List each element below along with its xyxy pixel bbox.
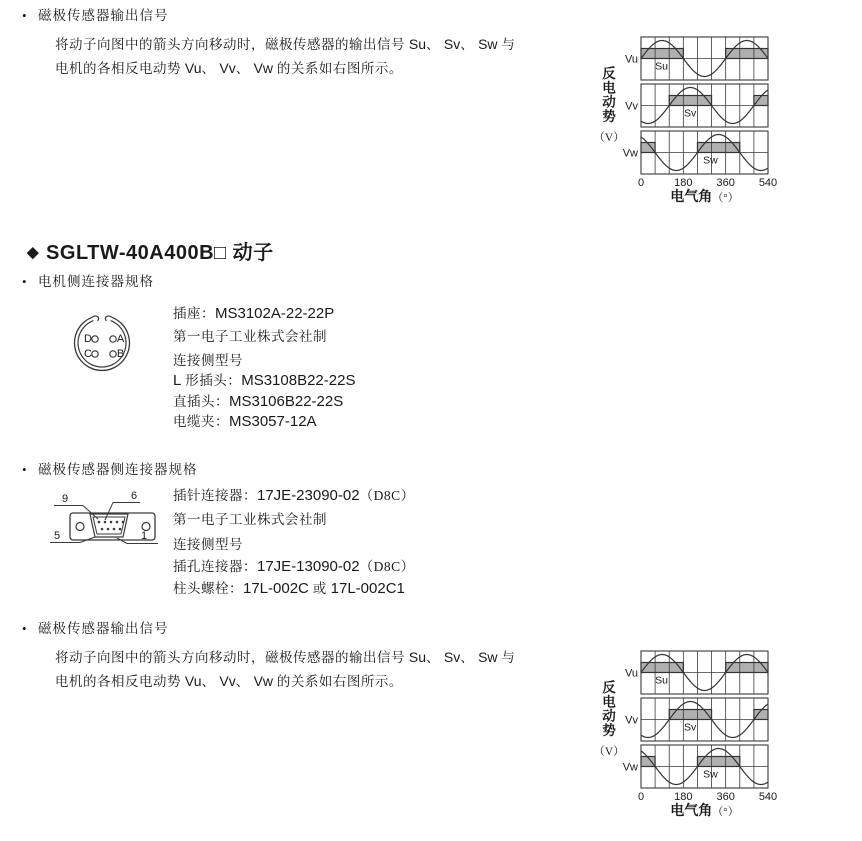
signal-bullet-line-bottom [22,617,169,638]
text-segment: Vw [253,672,274,689]
text-segment: 连接侧型号 [173,537,243,552]
y-axis-title-char: 动 [602,94,616,110]
text-segment: 插座： [173,306,215,321]
bullet-icon: • [22,8,27,23]
sensor-connector-bullet-line [22,458,198,479]
bullet-icon: • [22,621,27,636]
text-segment: 与 [497,650,516,665]
text-segment: 17JE-13090-02 [257,557,360,575]
text-segment: 或 [308,580,331,596]
signal-bullet-line-top [22,4,169,25]
spec-line [173,371,355,391]
waveform-panel [625,651,768,694]
y-axis-unit: （V） [593,132,625,144]
sensor-connector-diagram [48,486,163,548]
text-segment: MS3057-12A [229,413,317,431]
text-segment: 的关系如右图所示。 [273,60,403,76]
spec-line [173,534,415,556]
text-segment: Su [408,649,426,665]
text-segment: Vu [184,672,202,689]
s-label: Sv [684,107,697,120]
pin-dots [98,521,125,531]
spec-line [173,326,334,349]
text-segment: Vw [253,59,274,76]
pin-hole [110,351,116,357]
s-label: Sw [703,154,718,167]
spec-line [173,392,355,412]
text-segment: Sw [478,36,498,52]
text-segment: MS3102A-22-22P [215,305,335,322]
text-segment: 与 [497,37,516,52]
x-axis-title: 电气角（°） [670,190,739,205]
pin-label-c: C [84,348,92,360]
paragraph-line [55,670,515,694]
pin-hole [110,336,116,342]
x-tick-label: 540 [758,177,778,189]
text-segment: 电机的各相反电动势 [55,60,185,76]
sensor-connector-specs-1 [173,484,415,531]
text-segment: 的关系如右图所示。 [273,673,403,689]
text-segment: （D8C） [359,488,415,503]
motor-connector-diagram [72,312,134,376]
y-axis-title-char: 电 [602,80,616,96]
sensor-connector-title: 磁极传感器侧连接器规格 [38,462,198,477]
s-label: Sv [684,721,697,734]
signal-paragraph-bottom [55,646,515,693]
text-segment: 17L-002C1 [330,579,405,597]
spec-line [173,412,355,432]
circular-connector-icon [72,312,134,376]
text-segment: 17JE-23090-02 [257,487,360,504]
paragraph-line [55,33,515,57]
waveform-panel [625,698,768,741]
text-segment: 连接侧型号 [173,353,243,368]
v-label: Vw [622,147,638,160]
spec-line [173,508,415,532]
motor-connector-specs-1 [173,303,334,348]
s-label: Su [655,60,668,73]
s-label: Sw [703,768,718,781]
v-label: Vu [624,667,638,680]
text-segment: 第一电子工业株式会社制 [173,328,327,344]
signal-paragraph-top [55,33,515,80]
motor-connector-specs-2 [173,351,355,433]
dsub-connector-icon [48,486,163,548]
text-segment: 第一电子工业株式会社制 [173,511,327,527]
waveform-figure-top [593,30,784,210]
text-segment: L [173,372,182,390]
text-segment: 、 [460,37,479,52]
text-segment: SGLTW-40A400B□ 动子 [46,242,274,264]
waveform-svg [593,644,784,824]
text-segment: Vv [219,59,236,76]
x-tick-label: 180 [674,177,693,189]
text-segment: 、 [201,60,220,76]
v-label: Vw [622,761,638,774]
corner-label-9: 9 [61,493,69,505]
spec-line [173,484,415,508]
motor-connector-bullet-line [22,270,154,291]
signal-section-title: 磁极传感器输出信号 [38,621,169,636]
waveform-panel [623,745,768,788]
spec-line [173,578,415,600]
text-segment: Vu [184,59,202,76]
text-segment: MS3108B22-22S [241,372,356,390]
x-tick-label: 0 [637,791,645,803]
y-axis-title-char: 反 [602,66,616,81]
corner-label-1: 1 [140,530,148,542]
text-segment: Su [408,36,426,52]
text-segment: 插针连接器： [173,488,257,503]
text-segment: Sv [443,649,461,665]
waveform-svg [593,30,784,210]
v-label: Vu [624,53,638,66]
text-segment: 柱头螺栓： [173,580,243,596]
text-segment: 、 [426,37,444,52]
page-heading [27,236,274,265]
text-segment: ◆ [27,244,40,261]
pin-label-a: A [116,333,125,345]
x-tick-label: 360 [716,791,735,803]
paragraph-line [55,57,515,81]
waveform-figure-bottom [593,644,784,824]
bullet-icon: • [22,462,27,477]
pin-label-b: B [116,348,125,360]
v-label: Vv [625,714,638,727]
text-segment: 、 [426,650,444,665]
x-tick-label: 540 [758,791,778,803]
text-segment: 直插头： [173,393,229,409]
s-label: Su [655,674,668,687]
text-segment: Vv [219,672,236,689]
y-axis-unit: （V） [593,746,625,758]
paragraph-line [55,646,515,670]
y-axis-title-char: 动 [602,708,616,724]
y-axis-title-char: 电 [602,694,616,710]
x-tick-label: 360 [716,177,735,189]
y-axis-title-char: 势 [602,722,616,738]
waveform-panel [623,131,768,174]
dshell-inner [93,517,125,534]
text-segment: （D8C） [359,558,415,574]
corner-label-5: 5 [53,530,61,542]
signal-section-title: 磁极传感器输出信号 [38,8,169,23]
text-segment: 形插头： [181,373,242,389]
mount-hole-left [76,523,84,531]
text-segment: 将动子向图中的箭头方向移动时，磁极传感器的输出信号 [55,37,409,52]
sensor-connector-specs-2 [173,534,415,599]
spec-line [173,556,415,578]
x-axis-title: 电气角（°） [670,804,739,819]
waveform-panel [625,84,768,127]
text-segment: 将动子向图中的箭头方向移动时，磁极传感器的输出信号 [55,650,409,665]
spec-line [173,351,355,371]
corner-label-6: 6 [130,490,138,502]
spec-line [173,303,334,326]
pin-hole [92,351,98,357]
motor-connector-title: 电机侧连接器规格 [38,274,154,289]
text-segment: 、 [235,60,254,76]
text-segment: 、 [235,673,254,689]
waveform-panel [625,37,768,80]
text-segment: 插孔连接器： [173,558,257,574]
v-label: Vv [625,100,638,113]
text-segment: 、 [201,673,220,689]
bullet-icon: • [22,274,27,289]
y-axis-title-char: 势 [602,108,616,124]
text-segment: 电机的各相反电动势 [55,673,185,689]
text-segment: Sv [443,36,461,52]
pin-label-d: D [84,333,92,345]
text-segment: MS3106B22-22S [229,392,344,410]
text-segment: Sw [478,649,498,665]
pin-hole [92,336,98,342]
x-tick-label: 180 [674,791,693,803]
x-tick-label: 0 [637,177,645,189]
y-axis-title-char: 反 [602,680,616,695]
text-segment: 、 [460,650,479,665]
text-segment: 17L-002C [243,579,309,597]
text-segment: 电缆夹： [173,414,229,430]
